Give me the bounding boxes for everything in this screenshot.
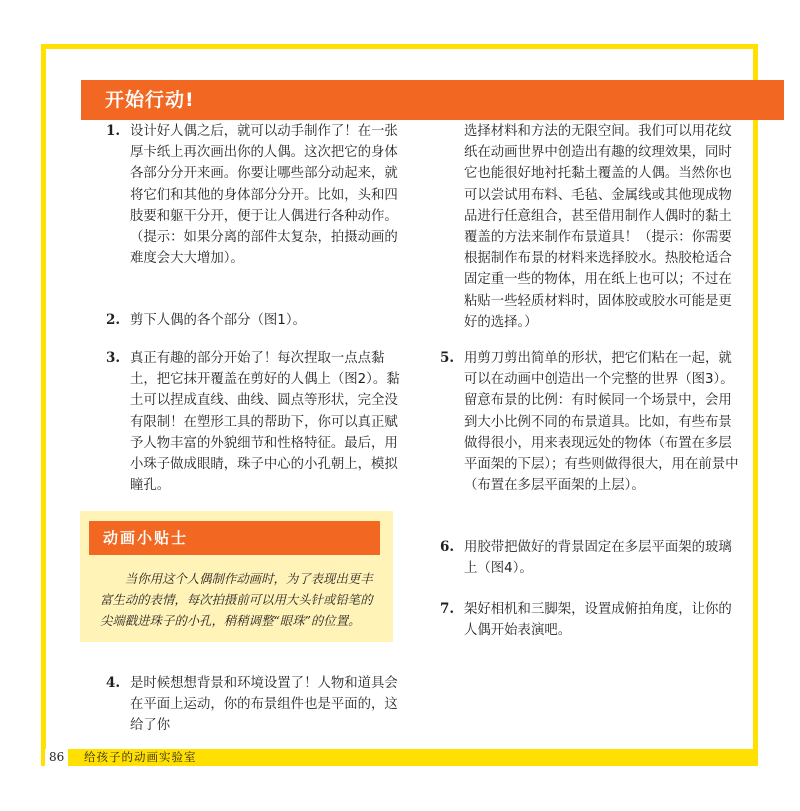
- step-number: 2.: [106, 312, 121, 328]
- page-number: 86: [45, 749, 68, 766]
- step-4: [106, 673, 402, 737]
- step-text: 剪下人偶的各个部分（图1）。: [130, 313, 306, 328]
- step-text: 架好相机和三脚架，设置成俯拍角度，让你的人偶开始表演吧。: [464, 602, 732, 639]
- step-text: 用胶带把做好的背景固定在多层平面架的玻璃上（图4）。: [464, 540, 732, 577]
- step-5: [440, 348, 740, 496]
- step-number: 4.: [106, 675, 121, 691]
- step-4-continued: 选择材料和方法的无限空间。我们可以用花纹纸在动画世界中创造出有趣的纹理效果，同时它也能很好地衬托黏土覆盖的人偶。当然你也可以尝试用布料、毛毡、金属线或其他现成物品进行任意组合，甚至借用制作人偶时的黏土覆盖的方法来制作布景道具！（提示：你需要根据制作布景的材料来选择胶水。热胶枪适合固定重一些的物体，用在纸上也可以；不过在粘贴一些轻质材料时，固体胶或胶水可能是更好的选择。）: [464, 124, 732, 330]
- step-7: [440, 599, 740, 641]
- tips-body: 当你用这个人偶制作动画时，为了表现出更丰富生动的表情，每次拍摄前可以用大头针或铅笔的尖端戳进珠子的小孔，稍稍调整“眼珠”的位置。: [100, 571, 373, 628]
- step-2: [106, 310, 402, 331]
- book-title: 给孩子的动画实验室: [84, 750, 197, 764]
- step-text: 设计好人偶之后，就可以动手制作了！在一张厚卡纸上再次画出你的人偶。这次把它的身体各部分分开来画。你要让哪些部分动起来，就将它们和其他的身体部分分开。比如，头和四肢要和躯干分开，便于让人偶进行各种动作。（提示：如果分离的部件太复杂，拍摄动画的难度会大大增加）。: [130, 124, 398, 267]
- step-6: [440, 537, 740, 579]
- step-number: 6.: [440, 539, 455, 555]
- tips-title: 动画小贴士: [103, 529, 189, 547]
- step-number: 5.: [440, 350, 455, 366]
- step-1: [106, 121, 402, 269]
- step-number: 3.: [106, 350, 121, 366]
- step-text: 真正有趣的部分开始了！每次捏取一点点黏土，把它抹开覆盖在剪好的人偶上（图2）。黏土可以捏成直线、曲线、圆点等形状，完全没有限制！在塑形工具的帮助下，你可以真正赋予人物丰富的外貌细节和性格特征。最后，用小珠子做成眼睛，珠子中心的小孔朝上，模拟瞳孔。: [130, 351, 400, 494]
- step-text: 用剪刀剪出简单的形状，把它们粘在一起，就可以在动画中创造出一个完整的世界（图3）。留意布景的比例：有时候同一个场景中，会用到大小比例不同的布景道具。比如，有些布景做得很小，用来表现远处的物体（布置在多层平面架的下层）；有些则做得很大，用在前景中（布置在多层平面架的上层）。: [464, 351, 739, 494]
- step-text: 是时候想想背景和环境设置了！人物和道具会在平面上运动，你的布景组件也是平面的，这给了你: [130, 676, 398, 734]
- section-title: 开始行动!: [105, 89, 195, 111]
- step-number: 7.: [440, 601, 455, 617]
- step-3: [106, 348, 402, 496]
- step-number: 1.: [106, 123, 121, 139]
